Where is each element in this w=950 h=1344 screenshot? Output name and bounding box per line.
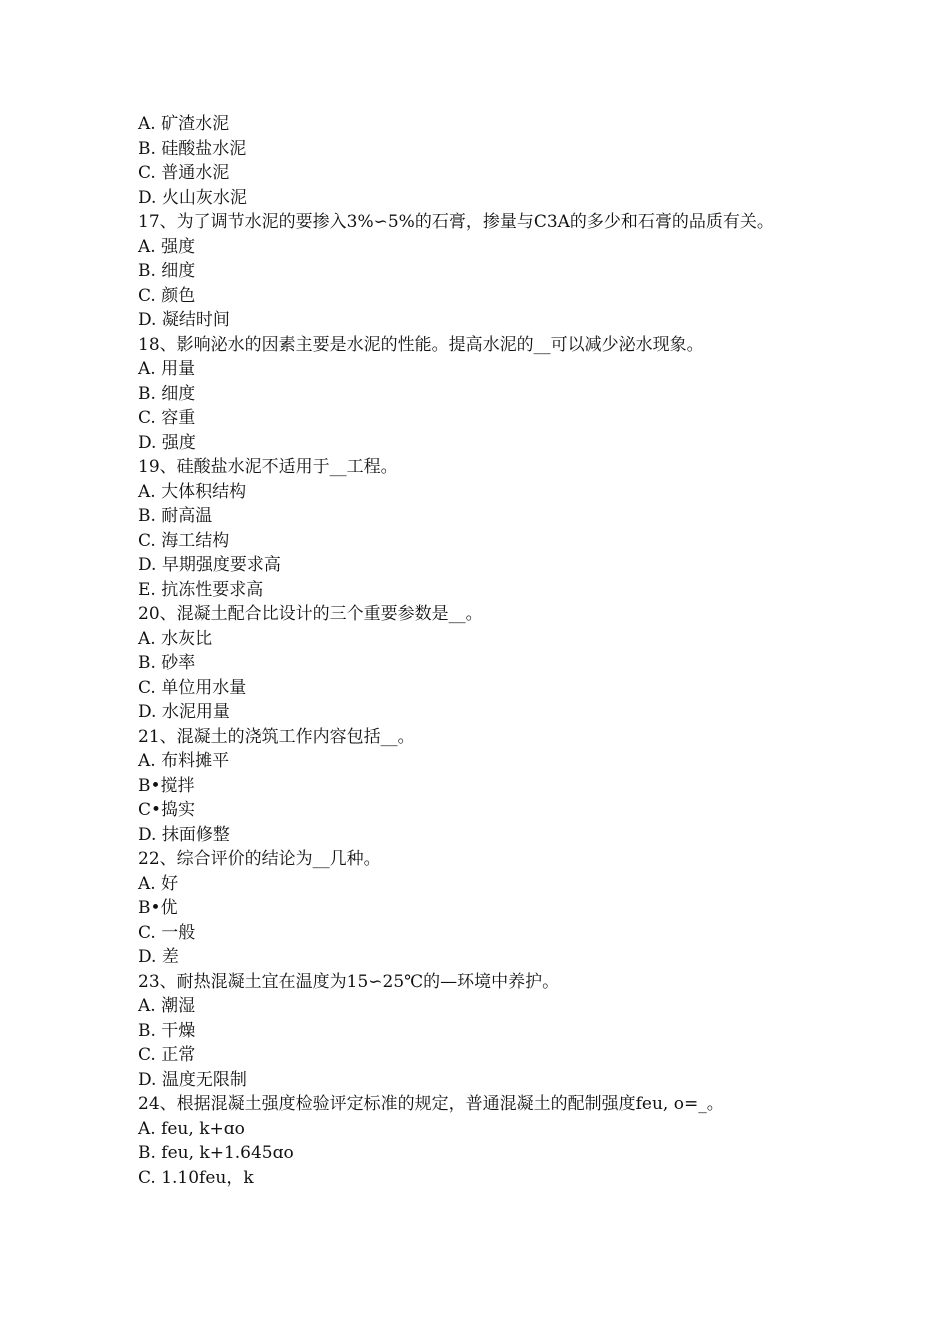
question-23: 23、耐热混凝土宜在温度为15∽25℃的—环境中养护。 <box>138 971 560 992</box>
option-line: D. 凝结时间 <box>138 310 230 330</box>
option-line: B. 细度 <box>138 261 196 281</box>
question-17: 17、为了调节水泥的要掺入3%∽5%的石膏，掺量与C3A的多少和石膏的品质有关。 <box>138 212 774 232</box>
option-line: D. 强度 <box>138 432 196 453</box>
option-line: A. 用量 <box>138 359 196 379</box>
option-line: C. 正常 <box>138 1045 196 1065</box>
option-line: C. 普通水泥 <box>138 163 230 183</box>
option-line: A. 大体积结构 <box>138 481 247 502</box>
option-line: A. 布料摊平 <box>138 751 230 771</box>
option-line: A. 强度 <box>138 236 196 257</box>
option-line: B. 耐高温 <box>138 506 213 526</box>
option-line: E. 抗冻性要求高 <box>138 579 264 600</box>
option-line: A. 水灰比 <box>138 628 213 649</box>
question-18: 18、影响泌水的因素主要是水泥的性能。提高水泥的__可以减少泌水现象。 <box>138 334 704 355</box>
option-line: C•捣实 <box>138 800 196 820</box>
question-20: 20、混凝土配合比设计的三个重要参数是__。 <box>138 604 483 624</box>
option-line: A. 矿渣水泥 <box>138 114 230 134</box>
question-22: 22、综合评价的结论为__几种。 <box>138 849 381 869</box>
option-line: B•优 <box>138 898 178 918</box>
option-line: B. 干燥 <box>138 1020 196 1041</box>
option-line: C. 一般 <box>138 922 196 943</box>
option-line: D. 差 <box>138 947 179 967</box>
document-page <box>138 112 828 1190</box>
option-line: B. 细度 <box>138 383 196 404</box>
question-19: 19、硅酸盐水泥不适用于__工程。 <box>138 457 398 477</box>
option-line: D. 火山灰水泥 <box>138 187 247 208</box>
option-line: C. 容重 <box>138 408 196 428</box>
option-line: D. 早期强度要求高 <box>138 555 281 575</box>
question-24: 24、根据混凝土强度检验评定标准的规定，普通混凝土的配制强度feu, o=_。 <box>138 1094 724 1114</box>
option-line: B•搅拌 <box>138 775 195 796</box>
option-line: C. 1.10feu，k <box>138 1167 254 1188</box>
option-line: A. 好 <box>138 873 179 894</box>
option-line: D. 温度无限制 <box>138 1069 247 1090</box>
option-line: A. 潮湿 <box>138 996 196 1016</box>
option-line: C. 颜色 <box>138 285 196 306</box>
option-line: D. 抹面修整 <box>138 824 230 845</box>
option-line: B. 硅酸盐水泥 <box>138 138 247 159</box>
option-line: B. feu, k+1.645ɑo <box>138 1143 294 1163</box>
option-line: C. 单位用水量 <box>138 677 247 698</box>
option-line: B. 砂率 <box>138 653 196 673</box>
option-line: A. feu, k+ɑo <box>138 1118 245 1139</box>
question-21: 21、混凝土的浇筑工作内容包括__。 <box>138 726 415 747</box>
option-line: D. 水泥用量 <box>138 702 230 722</box>
option-line: C. 海工结构 <box>138 530 230 551</box>
